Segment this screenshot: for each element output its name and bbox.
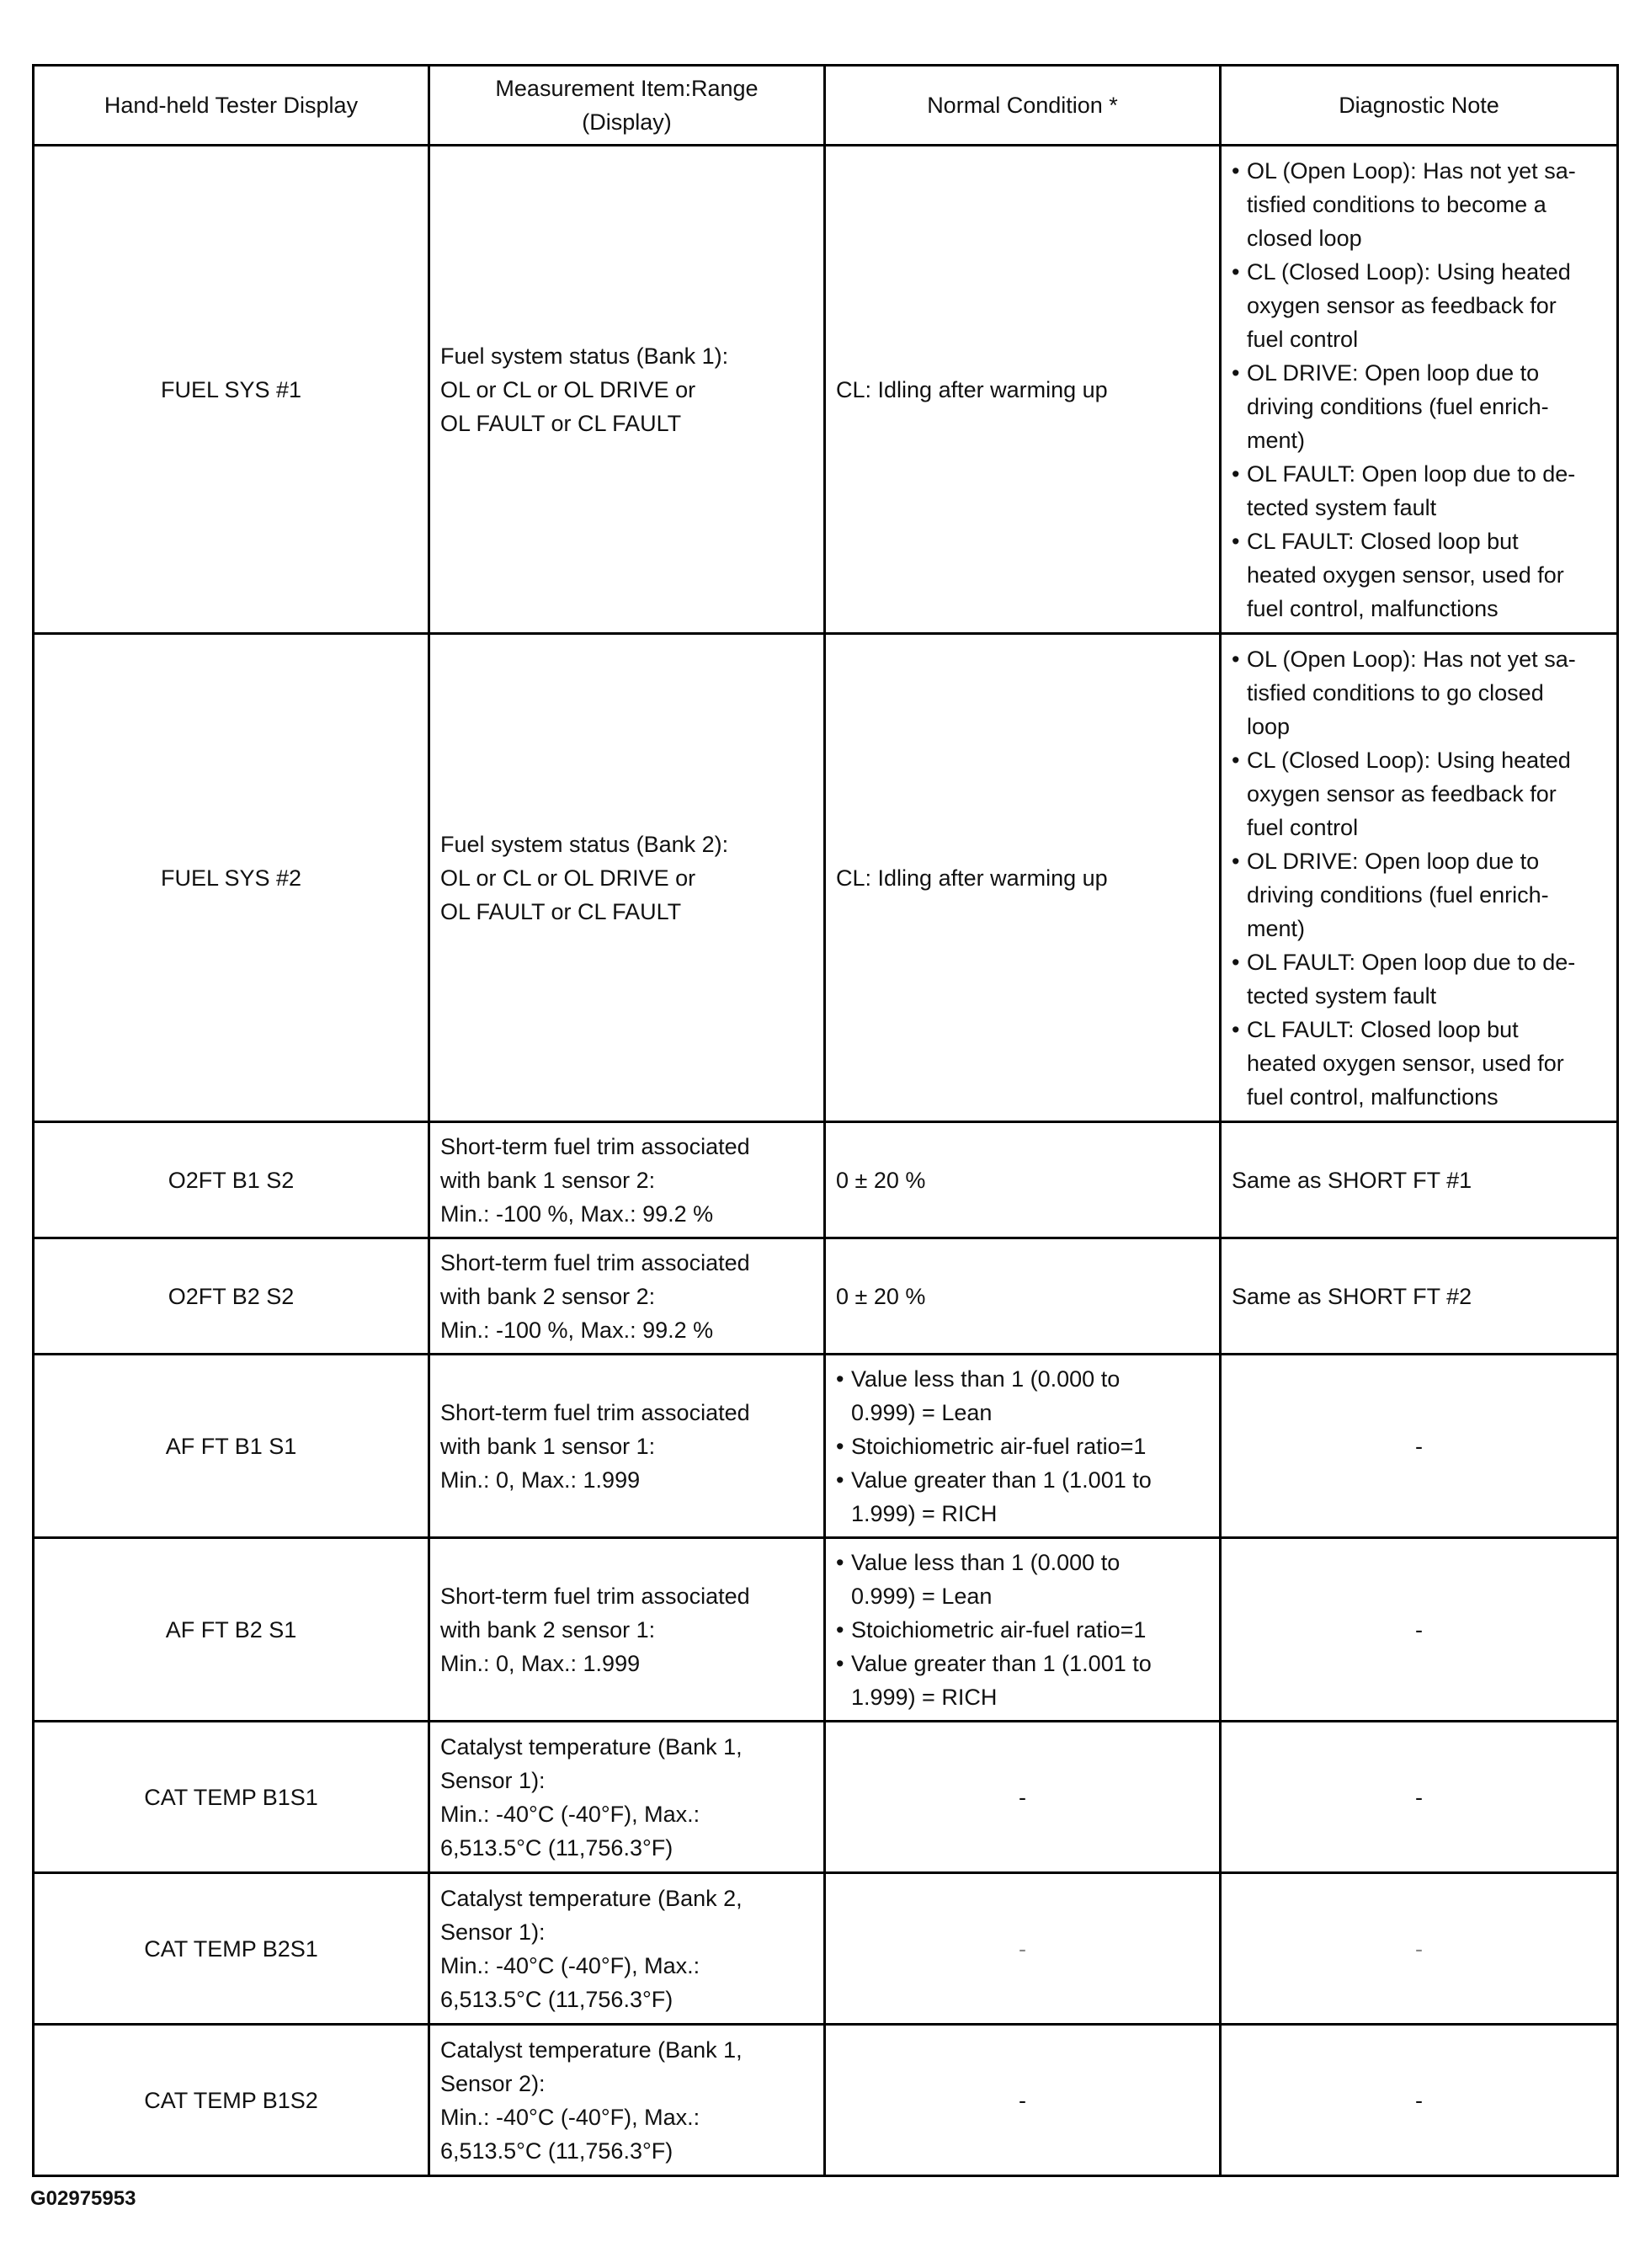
list-item: • OL (Open Loop): Has not yet sa- tisfied conditions to become a closed loop bbox=[1232, 154, 1606, 255]
diagnostic-note-cell: - bbox=[1221, 1355, 1618, 1538]
list-item: • CL (Closed Loop): Using heated oxygen sensor as feedback for fuel control bbox=[1232, 743, 1606, 844]
list-item: • CL FAULT: Closed loop but heated oxygen sensor, used for fuel control, malfunctions bbox=[1232, 524, 1606, 626]
condition-list bbox=[836, 1546, 1209, 1714]
normal-condition-cell bbox=[825, 1538, 1221, 1722]
normal-condition-cell: CL: Idling after warming up bbox=[825, 146, 1221, 634]
list-item: • OL (Open Loop): Has not yet sa- tisfied conditions to go closed loop bbox=[1232, 642, 1606, 743]
measurement-cell: Short-term fuel trim associated with bank 1 sensor 1: Min.: 0, Max.: 1.999 bbox=[429, 1355, 825, 1538]
list-item: • Value greater than 1 (1.001 to 1.999) = RICH bbox=[836, 1463, 1209, 1531]
diagnostic-note-cell: - bbox=[1221, 1538, 1618, 1722]
display-cell: AF FT B1 S1 bbox=[34, 1355, 429, 1538]
normal-condition-cell: - bbox=[825, 1873, 1221, 2025]
condition-list bbox=[836, 1362, 1209, 1531]
list-item: • Value less than 1 (0.000 to 0.999) = Lean bbox=[836, 1362, 1209, 1429]
note-list bbox=[1232, 642, 1606, 1114]
table-row bbox=[34, 1238, 1618, 1355]
list-item: • CL FAULT: Closed loop but heated oxygen sensor, used for fuel control, malfunctions bbox=[1232, 1013, 1606, 1114]
display-cell: FUEL SYS #1 bbox=[34, 146, 429, 634]
normal-condition-cell: - bbox=[825, 2025, 1221, 2176]
diagnostic-note-cell: - bbox=[1221, 1873, 1618, 2025]
normal-condition-cell: 0 ± 20 % bbox=[825, 1122, 1221, 1238]
measurement-cell: Short-term fuel trim associated with bank 1 sensor 2: Min.: -100 %, Max.: 99.2 % bbox=[429, 1122, 825, 1238]
list-item: • OL DRIVE: Open loop due to driving conditions (fuel enrich- ment) bbox=[1232, 844, 1606, 945]
header-row bbox=[34, 66, 1618, 146]
table-row bbox=[34, 146, 1618, 634]
measurement-cell: Catalyst temperature (Bank 1, Sensor 2): Min.: -40°C (-40°F), Max.: 6,513.5°C (11,756.3°F) bbox=[429, 2025, 825, 2176]
tester-data-table bbox=[32, 64, 1619, 2177]
display-cell: CAT TEMP B1S2 bbox=[34, 2025, 429, 2176]
display-cell: O2FT B2 S2 bbox=[34, 1238, 429, 1355]
display-cell: CAT TEMP B1S1 bbox=[34, 1722, 429, 1873]
table-row bbox=[34, 1355, 1618, 1538]
diagnostic-note-cell bbox=[1221, 634, 1618, 1122]
diagnostic-note-cell: - bbox=[1221, 2025, 1618, 2176]
header-measurement: Measurement Item:Range (Display) bbox=[429, 66, 825, 146]
diagnostic-note-cell: Same as SHORT FT #2 bbox=[1221, 1238, 1618, 1355]
normal-condition-cell: CL: Idling after warming up bbox=[825, 634, 1221, 1122]
list-item: • OL DRIVE: Open loop due to driving conditions (fuel enrich- ment) bbox=[1232, 356, 1606, 457]
normal-condition-cell bbox=[825, 1355, 1221, 1538]
list-item: • CL (Closed Loop): Using heated oxygen sensor as feedback for fuel control bbox=[1232, 255, 1606, 356]
header-display: Hand-held Tester Display bbox=[34, 66, 429, 146]
measurement-cell: Catalyst temperature (Bank 2, Sensor 1): Min.: -40°C (-40°F), Max.: 6,513.5°C (11,756.3°F) bbox=[429, 1873, 825, 2025]
list-item: • Value greater than 1 (1.001 to 1.999) = RICH bbox=[836, 1647, 1209, 1714]
header-normal-condition: Normal Condition * bbox=[825, 66, 1221, 146]
diagnostic-note-cell bbox=[1221, 146, 1618, 634]
list-item: • Stoichiometric air-fuel ratio=1 bbox=[836, 1429, 1209, 1463]
measurement-cell: Fuel system status (Bank 1): OL or CL or OL DRIVE or OL FAULT or CL FAULT bbox=[429, 146, 825, 634]
display-cell: FUEL SYS #2 bbox=[34, 634, 429, 1122]
table-row bbox=[34, 1122, 1618, 1238]
figure-id: G02975953 bbox=[30, 2187, 136, 2210]
table-row bbox=[34, 1722, 1618, 1873]
measurement-cell: Short-term fuel trim associated with bank 2 sensor 1: Min.: 0, Max.: 1.999 bbox=[429, 1538, 825, 1722]
list-item: • OL FAULT: Open loop due to de- tected system fault bbox=[1232, 457, 1606, 524]
table-row bbox=[34, 2025, 1618, 2176]
table-row bbox=[34, 1873, 1618, 2025]
table-row bbox=[34, 634, 1618, 1122]
measurement-cell: Fuel system status (Bank 2): OL or CL or OL DRIVE or OL FAULT or CL FAULT bbox=[429, 634, 825, 1122]
list-item: • Value less than 1 (0.000 to 0.999) = Lean bbox=[836, 1546, 1209, 1613]
normal-condition-cell: 0 ± 20 % bbox=[825, 1238, 1221, 1355]
diagnostic-note-cell: Same as SHORT FT #1 bbox=[1221, 1122, 1618, 1238]
normal-condition-cell: - bbox=[825, 1722, 1221, 1873]
display-cell: O2FT B1 S2 bbox=[34, 1122, 429, 1238]
measurement-cell: Short-term fuel trim associated with bank 2 sensor 2: Min.: -100 %, Max.: 99.2 % bbox=[429, 1238, 825, 1355]
note-list bbox=[1232, 154, 1606, 626]
list-item: • Stoichiometric air-fuel ratio=1 bbox=[836, 1613, 1209, 1647]
display-cell: AF FT B2 S1 bbox=[34, 1538, 429, 1722]
display-cell: CAT TEMP B2S1 bbox=[34, 1873, 429, 2025]
table-row bbox=[34, 1538, 1618, 1722]
measurement-cell: Catalyst temperature (Bank 1, Sensor 1): Min.: -40°C (-40°F), Max.: 6,513.5°C (11,756.3°F) bbox=[429, 1722, 825, 1873]
list-item: • OL FAULT: Open loop due to de- tected system fault bbox=[1232, 945, 1606, 1013]
diagnostic-note-cell: - bbox=[1221, 1722, 1618, 1873]
header-diagnostic-note: Diagnostic Note bbox=[1221, 66, 1618, 146]
